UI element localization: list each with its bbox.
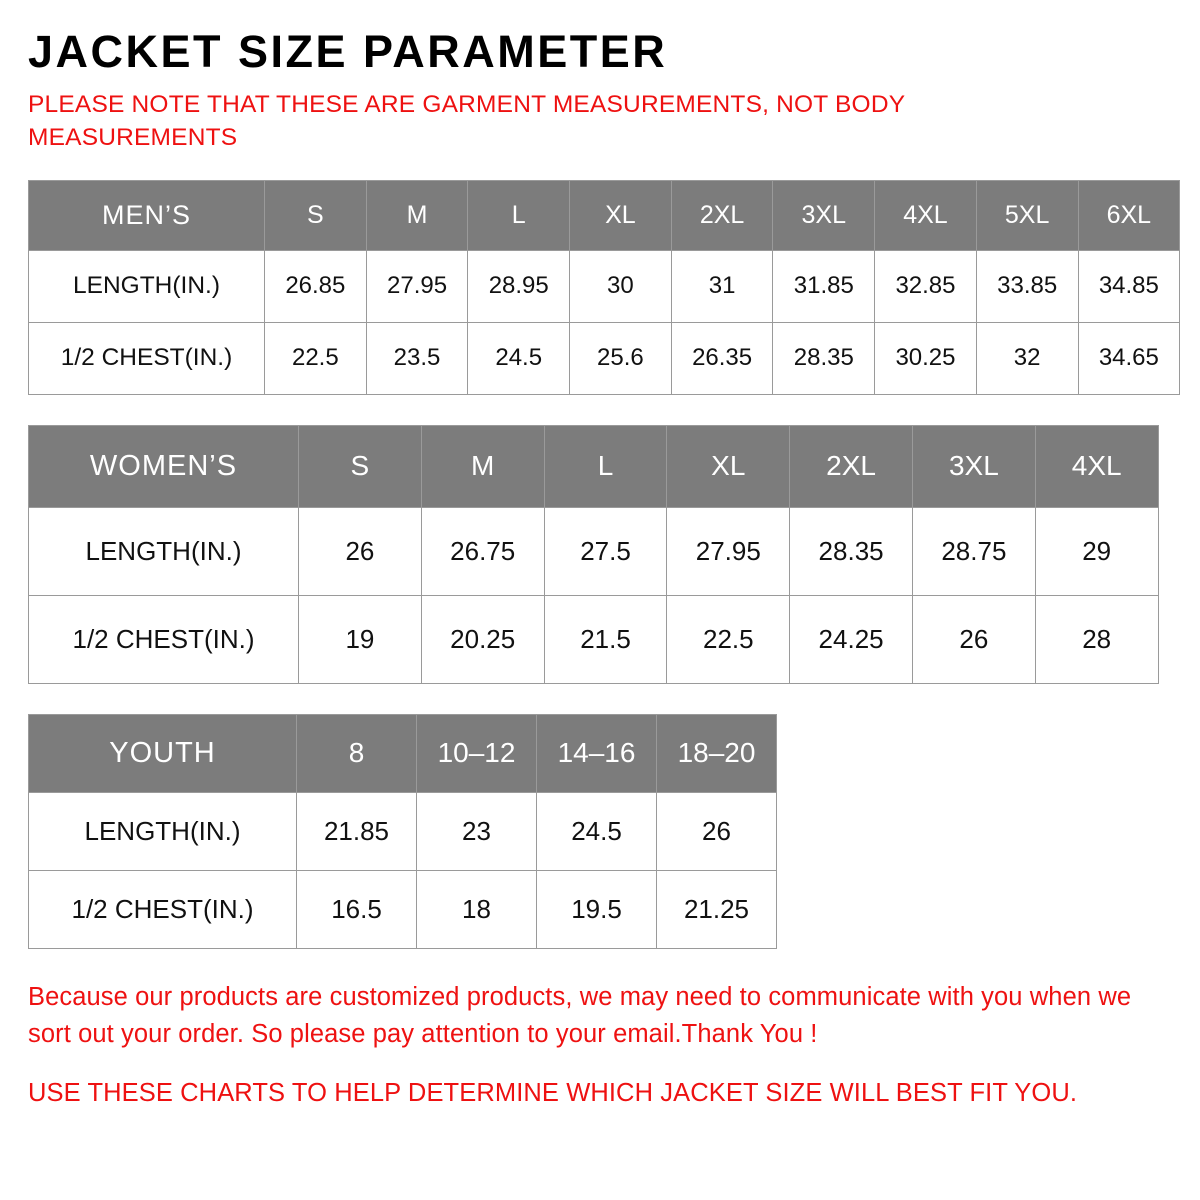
- row-label: LENGTH(IN.): [29, 250, 265, 322]
- table-cell: 31: [671, 250, 773, 322]
- table-cell: 26.35: [671, 322, 773, 394]
- table-cell: 21.85: [297, 792, 417, 870]
- table-cell: 16.5: [297, 870, 417, 948]
- footer-note-customization: Because our products are customized products, we may need to communicate with you when we sort out your order. So please pay attention to your email.Thank You !: [28, 982, 1132, 1048]
- table-cell: 24.5: [468, 322, 570, 394]
- table-cell: 31.85: [773, 250, 875, 322]
- table-cell: 20.25: [421, 595, 544, 683]
- table-cell: 32: [976, 322, 1078, 394]
- table-cell: 28.95: [468, 250, 570, 322]
- page-title: JACKET SIZE PARAMETER: [28, 26, 668, 77]
- header-cell: XL: [570, 180, 672, 250]
- table-cell: 26: [912, 595, 1035, 683]
- header-cell: WOMEN’S: [29, 425, 299, 507]
- table-cell: 26.75: [421, 507, 544, 595]
- header-cell: 18–20: [657, 714, 777, 792]
- footer-notes: [28, 979, 1158, 1112]
- header-cell: 14–16: [537, 714, 657, 792]
- measurement-note: PLEASE NOTE THAT THESE ARE GARMENT MEASUREMENTS, NOT BODY MEASUREMENTS: [28, 91, 905, 151]
- table-cell: 19: [299, 595, 422, 683]
- header-cell: 2XL: [671, 180, 773, 250]
- table-cell: 29: [1035, 507, 1158, 595]
- table-cell: 28.35: [790, 507, 913, 595]
- table-header-row: [29, 425, 1159, 507]
- table-cell: 26: [657, 792, 777, 870]
- table-cell: 33.85: [976, 250, 1078, 322]
- header-cell: L: [544, 425, 667, 507]
- header-cell: 3XL: [773, 180, 875, 250]
- table-cell: 22.5: [667, 595, 790, 683]
- table-cell: 23.5: [366, 322, 468, 394]
- table-cell: 28: [1035, 595, 1158, 683]
- header-cell: 5XL: [976, 180, 1078, 250]
- row-label: LENGTH(IN.): [29, 792, 297, 870]
- table-row: [29, 792, 777, 870]
- table-header-row: [29, 180, 1180, 250]
- header-cell: S: [265, 180, 367, 250]
- header-cell: S: [299, 425, 422, 507]
- mens-size-table: [28, 180, 1180, 395]
- table-cell: 22.5: [265, 322, 367, 394]
- table-cell: 27.95: [667, 507, 790, 595]
- row-label: 1/2 CHEST(IN.): [29, 595, 299, 683]
- table-row: [29, 595, 1159, 683]
- youth-size-table: [28, 714, 777, 949]
- header-cell: M: [421, 425, 544, 507]
- header-cell: 4XL: [1035, 425, 1158, 507]
- table-row: [29, 322, 1180, 394]
- table-cell: 24.25: [790, 595, 913, 683]
- table-row: [29, 870, 777, 948]
- header-cell: MEN’S: [29, 180, 265, 250]
- header-cell: L: [468, 180, 570, 250]
- table-cell: 28.35: [773, 322, 875, 394]
- row-label: 1/2 CHEST(IN.): [29, 870, 297, 948]
- header-cell: YOUTH: [29, 714, 297, 792]
- table-cell: 25.6: [570, 322, 672, 394]
- table-cell: 21.25: [657, 870, 777, 948]
- footer-note-chart-usage: USE THESE CHARTS TO HELP DETERMINE WHICH JACKET SIZE WILL BEST FIT YOU.: [28, 1078, 1078, 1107]
- table-cell: 27.5: [544, 507, 667, 595]
- header-cell: 10–12: [417, 714, 537, 792]
- header-cell: 3XL: [912, 425, 1035, 507]
- table-cell: 30.25: [875, 322, 977, 394]
- table-header-row: [29, 714, 777, 792]
- row-label: 1/2 CHEST(IN.): [29, 322, 265, 394]
- table-cell: 28.75: [912, 507, 1035, 595]
- table-cell: 18: [417, 870, 537, 948]
- header-cell: XL: [667, 425, 790, 507]
- header-cell: 8: [297, 714, 417, 792]
- row-label: LENGTH(IN.): [29, 507, 299, 595]
- table-row: [29, 250, 1180, 322]
- table-cell: 21.5: [544, 595, 667, 683]
- header-cell: 4XL: [875, 180, 977, 250]
- table-cell: 23: [417, 792, 537, 870]
- table-cell: 24.5: [537, 792, 657, 870]
- table-row: [29, 507, 1159, 595]
- table-cell: 26: [299, 507, 422, 595]
- table-cell: 30: [570, 250, 672, 322]
- womens-size-table: [28, 425, 1159, 684]
- table-cell: 34.65: [1078, 322, 1180, 394]
- header-cell: 2XL: [790, 425, 913, 507]
- table-cell: 19.5: [537, 870, 657, 948]
- header-cell: 6XL: [1078, 180, 1180, 250]
- table-cell: 26.85: [265, 250, 367, 322]
- table-cell: 32.85: [875, 250, 977, 322]
- header-cell: M: [366, 180, 468, 250]
- table-cell: 27.95: [366, 250, 468, 322]
- table-cell: 34.85: [1078, 250, 1180, 322]
